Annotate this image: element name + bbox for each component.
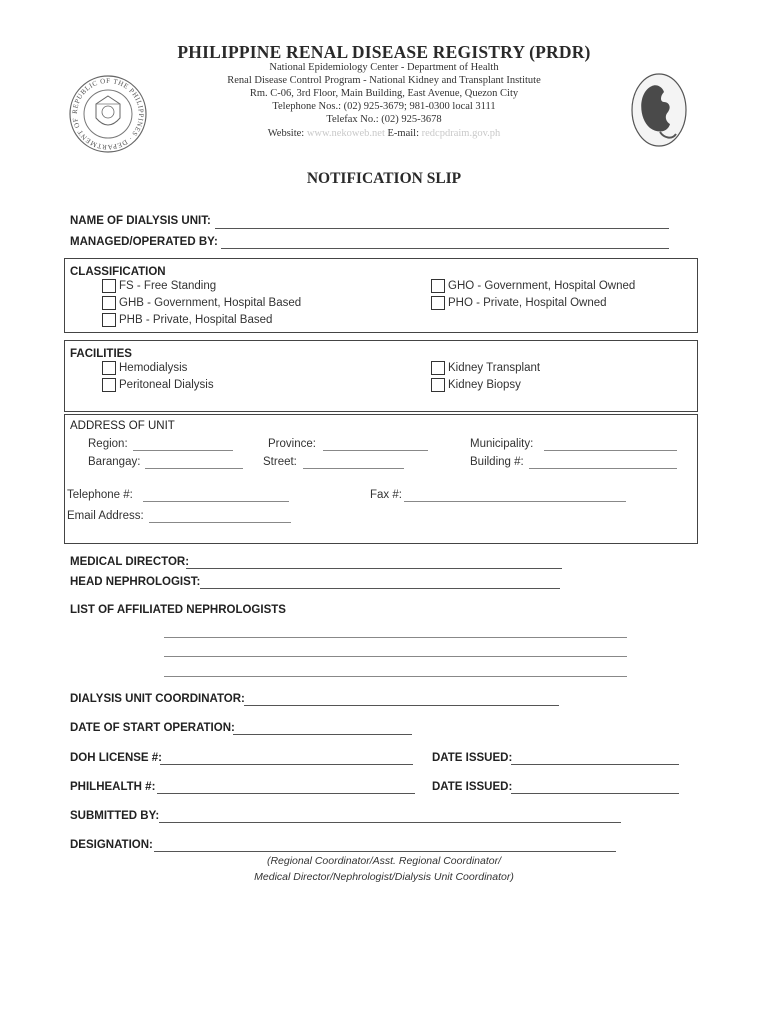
province-field[interactable] <box>323 450 428 451</box>
classification-option-ghb[interactable] <box>102 296 301 310</box>
doh-license-label: DOH LICENSE #: <box>70 752 163 764</box>
checkbox[interactable] <box>102 378 116 392</box>
doh-date-issued-label: DATE ISSUED: <box>432 752 513 764</box>
facilities-section <box>64 340 698 412</box>
email-link[interactable]: redcpdraim.gov.ph <box>421 128 501 139</box>
header-line-4: Telephone Nos.: (02) 925-3679; 981-0300 local 3111 <box>272 101 496 112</box>
building-label: Building #: <box>470 456 524 468</box>
fax-field[interactable] <box>404 501 626 502</box>
doh-seal-icon <box>68 74 148 154</box>
doh-date-issued-field[interactable] <box>511 764 679 765</box>
header-line-1: National Epidemiology Center - Department of Health <box>269 62 499 73</box>
website-link[interactable]: www.nekoweb.net <box>306 128 385 139</box>
affiliated-nephrologist-line[interactable] <box>164 656 627 657</box>
facility-option-peritoneal[interactable] <box>102 378 214 392</box>
header-line-3: Rm. C-06, 3rd Floor, Main Building, East Avenue, Quezon City <box>249 88 519 99</box>
philhealth-label: PHILHEALTH #: <box>70 781 156 793</box>
classification-option-fs[interactable] <box>102 279 216 293</box>
designation-field[interactable] <box>154 851 616 852</box>
header-line-2: Renal Disease Control Program - National Kidney and Transplant Institute <box>227 75 541 86</box>
option-label: PHO - Private, Hospital Owned <box>448 297 607 309</box>
notification-slip-title: NOTIFICATION SLIP <box>306 170 462 187</box>
philhealth-date-issued-label: DATE ISSUED: <box>432 781 513 793</box>
kidney-logo-icon <box>630 72 688 148</box>
option-label: Peritoneal Dialysis <box>119 379 214 391</box>
province-label: Province: <box>268 438 316 450</box>
classification-option-phb[interactable] <box>102 313 272 327</box>
address-heading: ADDRESS OF UNIT <box>70 420 175 432</box>
address-section <box>64 414 698 544</box>
head-nephrologist-field[interactable] <box>200 588 560 589</box>
email-address-field[interactable] <box>149 522 291 523</box>
philhealth-field[interactable] <box>157 793 415 794</box>
registry-title: PHILIPPINE RENAL DISEASE REGISTRY (PRDR) <box>177 42 591 62</box>
street-field[interactable] <box>303 468 404 469</box>
checkbox[interactable] <box>102 313 116 327</box>
email-label: E-mail: <box>387 128 420 139</box>
option-label: FS - Free Standing <box>119 280 217 292</box>
facility-option-hemodialysis[interactable] <box>102 361 187 375</box>
telephone-field[interactable] <box>143 501 289 502</box>
classification-heading: CLASSIFICATION <box>70 266 166 278</box>
municipality-field[interactable] <box>544 450 677 451</box>
checkbox[interactable] <box>102 361 116 375</box>
checkbox[interactable] <box>431 378 445 392</box>
option-label: Kidney Biopsy <box>448 379 521 391</box>
start-operation-field[interactable] <box>233 734 412 735</box>
affiliated-nephrologist-line[interactable] <box>164 637 627 638</box>
header-line-5: Telefax No.: (02) 925-3678 <box>326 114 442 125</box>
facility-option-transplant[interactable] <box>431 361 540 375</box>
option-label: Hemodialysis <box>119 362 188 374</box>
philhealth-date-issued-field[interactable] <box>511 793 679 794</box>
facilities-heading: FACILITIES <box>70 348 132 360</box>
doh-license-field[interactable] <box>160 764 413 765</box>
street-label: Street: <box>263 456 297 468</box>
region-field[interactable] <box>133 450 233 451</box>
website-label: Website: <box>267 128 305 139</box>
head-nephrologist-label: HEAD NEPHROLOGIST: <box>70 576 201 588</box>
coordinator-field[interactable] <box>244 705 559 706</box>
facility-option-biopsy[interactable] <box>431 378 521 392</box>
submitted-by-field[interactable] <box>159 822 621 823</box>
medical-director-label: MEDICAL DIRECTOR: <box>70 556 190 568</box>
option-label: PHB - Private, Hospital Based <box>119 314 273 326</box>
classification-option-gho[interactable] <box>431 279 635 293</box>
dialysis-unit-name-field[interactable] <box>215 228 669 229</box>
managed-by-field[interactable] <box>221 248 669 249</box>
managed-by-label: MANAGED/OPERATED BY: <box>70 236 218 248</box>
designation-note-line-1: (Regional Coordinator/Asst. Regional Coordinator/ <box>266 855 502 867</box>
checkbox[interactable] <box>431 361 445 375</box>
checkbox[interactable] <box>102 296 116 310</box>
medical-director-field[interactable] <box>186 568 562 569</box>
checkbox[interactable] <box>431 279 445 293</box>
dialysis-unit-name-label: NAME OF DIALYSIS UNIT: <box>70 215 211 227</box>
barangay-field[interactable] <box>145 468 243 469</box>
designation-note-line-2: Medical Director/Nephrologist/Dialysis Unit Coordinator) <box>254 871 514 883</box>
checkbox[interactable] <box>431 296 445 310</box>
option-label: Kidney Transplant <box>448 362 541 374</box>
affiliated-nephrologists-heading: LIST OF AFFILIATED NEPHROLOGISTS <box>70 604 286 616</box>
building-field[interactable] <box>529 468 677 469</box>
option-label: GHO - Government, Hospital Owned <box>448 280 636 292</box>
checkbox[interactable] <box>102 279 116 293</box>
coordinator-label: DIALYSIS UNIT COORDINATOR: <box>70 693 245 705</box>
barangay-label: Barangay: <box>88 456 141 468</box>
svg-text:REPUBLIC OF THE PHILIPPINES ·: REPUBLIC OF THE PHILIPPINES · DEPARTMENT OF <box>70 76 146 152</box>
region-label: Region: <box>88 438 128 450</box>
telephone-label: Telephone #: <box>67 489 133 501</box>
municipality-label: Municipality: <box>470 438 534 450</box>
submitted-by-label: SUBMITTED BY: <box>70 810 160 822</box>
affiliated-nephrologist-line[interactable] <box>164 676 627 677</box>
option-label: GHB - Government, Hospital Based <box>119 297 302 309</box>
start-operation-label: DATE OF START OPERATION: <box>70 722 235 734</box>
designation-label: DESIGNATION: <box>70 839 153 851</box>
email-address-label: Email Address: <box>67 510 144 522</box>
fax-label: Fax #: <box>370 489 402 501</box>
classification-option-pho[interactable] <box>431 296 607 310</box>
